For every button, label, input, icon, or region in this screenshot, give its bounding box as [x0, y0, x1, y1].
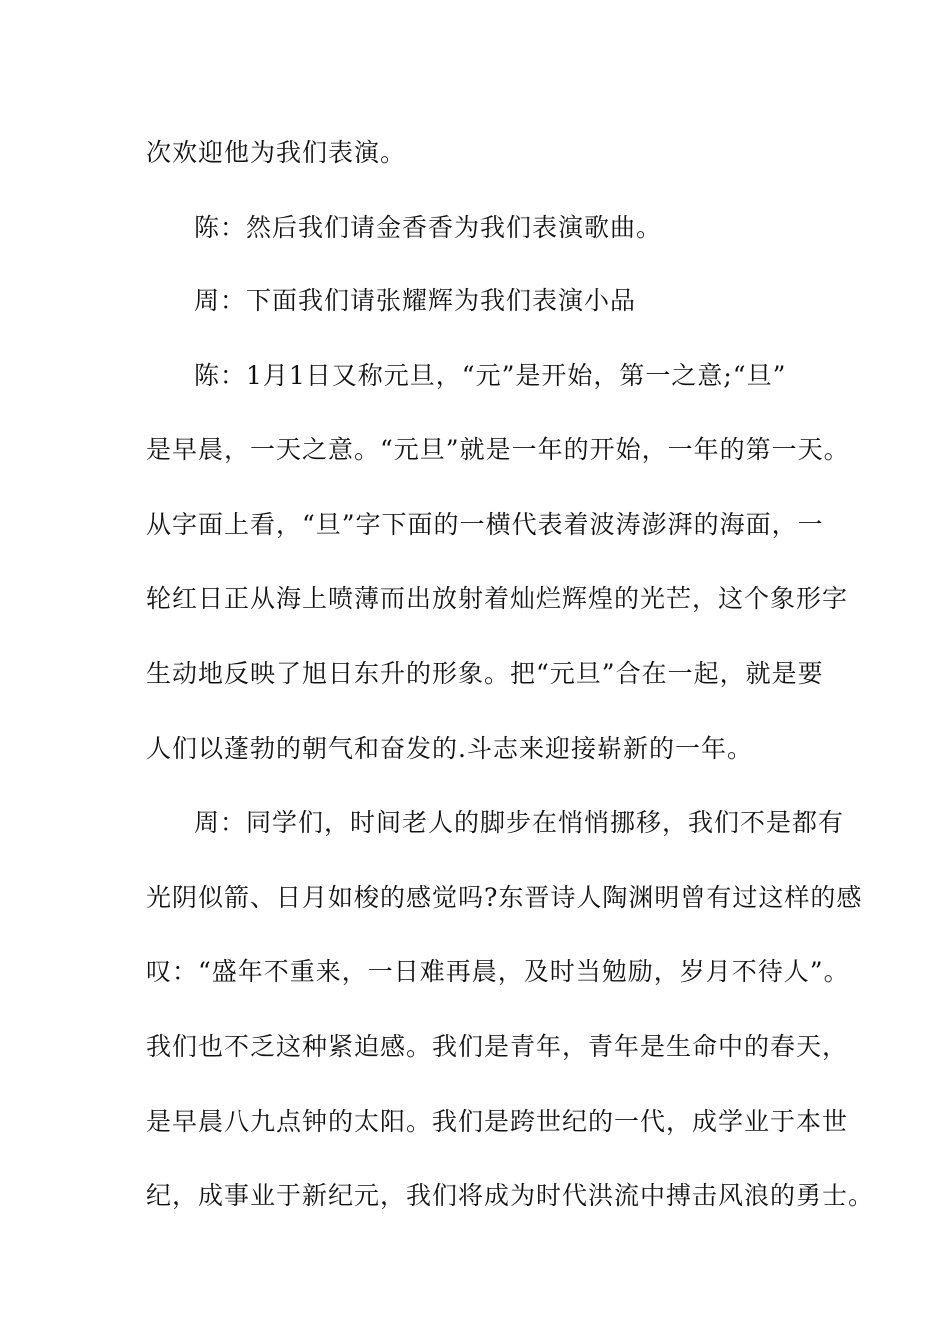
text-line-6: 从字面上看，“旦”字下面的一横代表着波涛澎湃的海面，一 [146, 510, 824, 539]
text-line-2: 陈：然后我们请金香香为我们表演歌曲。 [194, 213, 663, 242]
text-line-14: 是早晨八九点钟的太阳。我们是跨世纪的一代，成学业于本世 [146, 1107, 849, 1136]
text-line-3: 周：下面我们请张耀辉为我们表演小品 [194, 286, 637, 315]
text-line-9: 人们以蓬勃的朝气和奋发的.斗志来迎接崭新的一年。 [146, 734, 753, 763]
text-line-13: 我们也不乏这种紧迫感。我们是青年，青年是生命中的春天， [146, 1032, 849, 1061]
text-line-5: 是早晨，一天之意。“元旦”就是一年的开始，一年的第一天。 [146, 435, 850, 464]
text-line-11: 光阴似箭、日月如梭的感觉吗?东晋诗人陶渊明曾有过这样的感 [146, 883, 863, 912]
text-line-10: 周：同学们，时间老人的脚步在悄悄挪移，我们不是都有 [194, 808, 845, 837]
text-line-8: 生动地反映了旭日东升的形象。把“元旦”合在一起，就是要 [146, 659, 824, 688]
text-line-7: 轮红日正从海上喷薄而出放射着灿烂辉煌的光芒，这个象形字 [146, 584, 849, 613]
text-line-15: 纪，成事业于新纪元，我们将成为时代洪流中搏击风浪的勇士。 [146, 1181, 875, 1210]
text-line-1: 次欢迎他为我们表演。 [146, 138, 407, 167]
text-line-4: 陈：1月1日又称元旦，“元”是开始，第一之意;“旦” [194, 361, 787, 390]
text-line-12: 叹：“盛年不重来，一日难再晨，及时当勉励，岁月不待人”。 [146, 957, 850, 986]
